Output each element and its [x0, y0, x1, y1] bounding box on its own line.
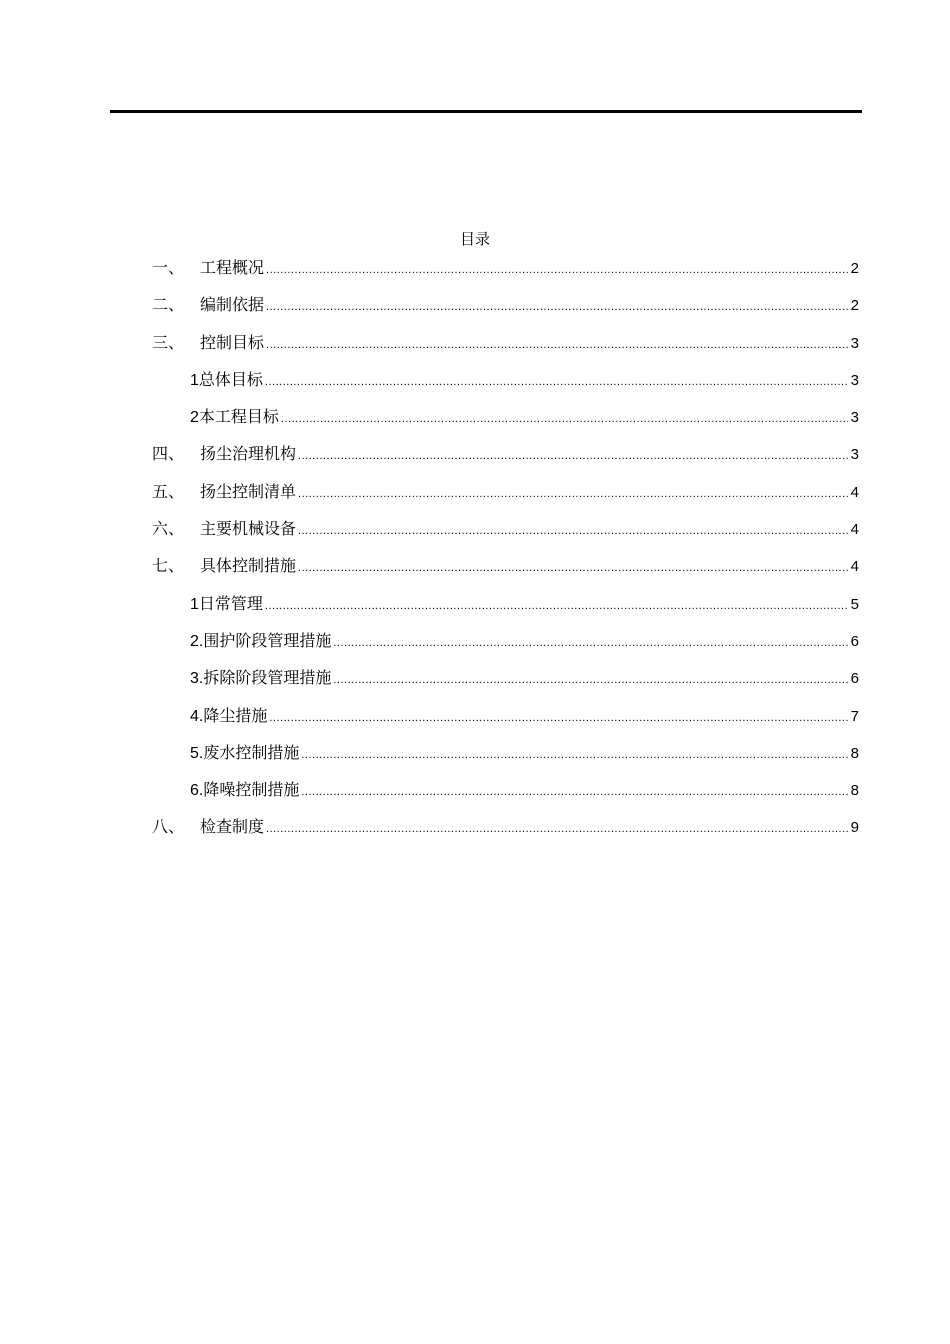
toc-entry[interactable]: [152, 742, 859, 779]
toc-entry[interactable]: [152, 667, 859, 704]
toc-dot-leader: [298, 445, 848, 467]
toc-entry-number: 三、: [152, 332, 185, 352]
toc-entry-page: 5: [850, 595, 859, 613]
toc-entry-page: 4: [850, 483, 859, 501]
toc-dot-leader: [266, 818, 848, 840]
toc-dot-leader: [301, 781, 847, 803]
header-rule: [110, 110, 862, 113]
toc-entry-number: 四、: [152, 444, 185, 464]
toc-entry-page: 8: [850, 782, 859, 800]
toc-entry-label: 工程概况: [200, 258, 265, 277]
toc-entry-page: 3: [850, 371, 859, 389]
toc-dot-leader: [298, 520, 848, 542]
toc-entry-page: 4: [850, 558, 859, 576]
toc-dot-leader: [333, 632, 847, 654]
toc-entry[interactable]: [152, 481, 859, 518]
toc-dot-leader: [265, 595, 848, 617]
toc-entry-page: 3: [850, 334, 859, 352]
toc-dot-leader: [333, 669, 847, 691]
toc-dot-leader: [298, 557, 848, 579]
toc-entry-number: 5.: [190, 744, 204, 762]
toc-entry-number: 八、: [152, 817, 185, 837]
toc-entry-number: 六、: [152, 519, 185, 539]
toc-entry-label: 编制依据: [200, 295, 265, 315]
toc-entry-label: 降尘措施: [203, 705, 268, 725]
toc-entry[interactable]: [152, 779, 859, 816]
toc-entry-page: 8: [850, 744, 859, 762]
toc-dot-leader: [266, 296, 848, 318]
toc-entry-label: 控制目标: [200, 332, 265, 352]
toc-entry-number: 2.: [190, 632, 204, 650]
toc-entry-page: 9: [850, 819, 859, 837]
toc-entry-label: 检查制度: [200, 817, 265, 837]
toc-entry-number: 五、: [152, 481, 185, 501]
toc-entry-label: 扬尘控制清单: [200, 481, 297, 501]
toc-dot-leader: [298, 483, 848, 505]
toc-entry-number: 6.: [190, 782, 204, 800]
toc-dot-leader: [281, 408, 848, 430]
toc-dot-leader: [269, 707, 847, 729]
toc-entry[interactable]: [152, 705, 859, 742]
toc-entry-label: 围护阶段管理措施: [203, 630, 332, 650]
toc-entry-page: 4: [850, 521, 859, 539]
table-of-contents: [152, 257, 859, 854]
toc-entry-number: 1: [190, 595, 199, 613]
toc-entry[interactable]: [152, 369, 859, 406]
toc-entry-number: 七、: [152, 556, 185, 576]
toc-entry[interactable]: [152, 816, 859, 853]
toc-entry-label: 具体控制措施: [200, 556, 297, 576]
toc-entry-page: 6: [850, 670, 859, 688]
toc-dot-leader: [266, 259, 848, 281]
toc-entry-number: 二、: [152, 295, 185, 315]
toc-entry[interactable]: [152, 257, 859, 294]
toc-entry[interactable]: [152, 332, 859, 369]
toc-entry-label: 总体目标: [198, 369, 263, 389]
toc-entry-page: 7: [850, 707, 859, 725]
toc-entry-number: 一、: [152, 258, 185, 277]
toc-entry[interactable]: [152, 443, 859, 480]
toc-entry-page: 2: [850, 297, 859, 315]
toc-entry[interactable]: [152, 593, 859, 630]
toc-entry[interactable]: [152, 406, 859, 443]
toc-entry-label: 日常管理: [198, 593, 263, 613]
toc-dot-leader: [266, 334, 848, 356]
toc-entry[interactable]: [152, 630, 859, 667]
toc-entry-page: 2: [850, 260, 859, 277]
toc-entry[interactable]: [152, 518, 859, 555]
toc-entry-label: 扬尘治理机构: [200, 444, 297, 464]
toc-entry-page: 6: [850, 632, 859, 650]
toc-entry-number: 2: [190, 409, 199, 427]
toc-entry[interactable]: [152, 555, 859, 592]
toc-entry-label: 拆除阶段管理措施: [203, 668, 332, 688]
toc-entry-label: 废水控制措施: [203, 742, 300, 762]
toc-entry-page: 3: [850, 446, 859, 464]
toc-title: 目录: [459, 230, 490, 248]
toc-entry-page: 3: [850, 409, 859, 427]
toc-entry-number: 4.: [190, 707, 204, 725]
toc-dot-leader: [301, 744, 847, 766]
toc-entry-label: 降噪控制措施: [203, 780, 300, 800]
toc-entry-number: 3.: [190, 670, 204, 688]
toc-entry-label: 本工程目标: [198, 407, 279, 427]
toc-entry-number: 1: [190, 371, 199, 389]
toc-dot-leader: [265, 371, 848, 393]
toc-entry-label: 主要机械设备: [200, 519, 297, 539]
toc-entry[interactable]: [152, 294, 859, 331]
